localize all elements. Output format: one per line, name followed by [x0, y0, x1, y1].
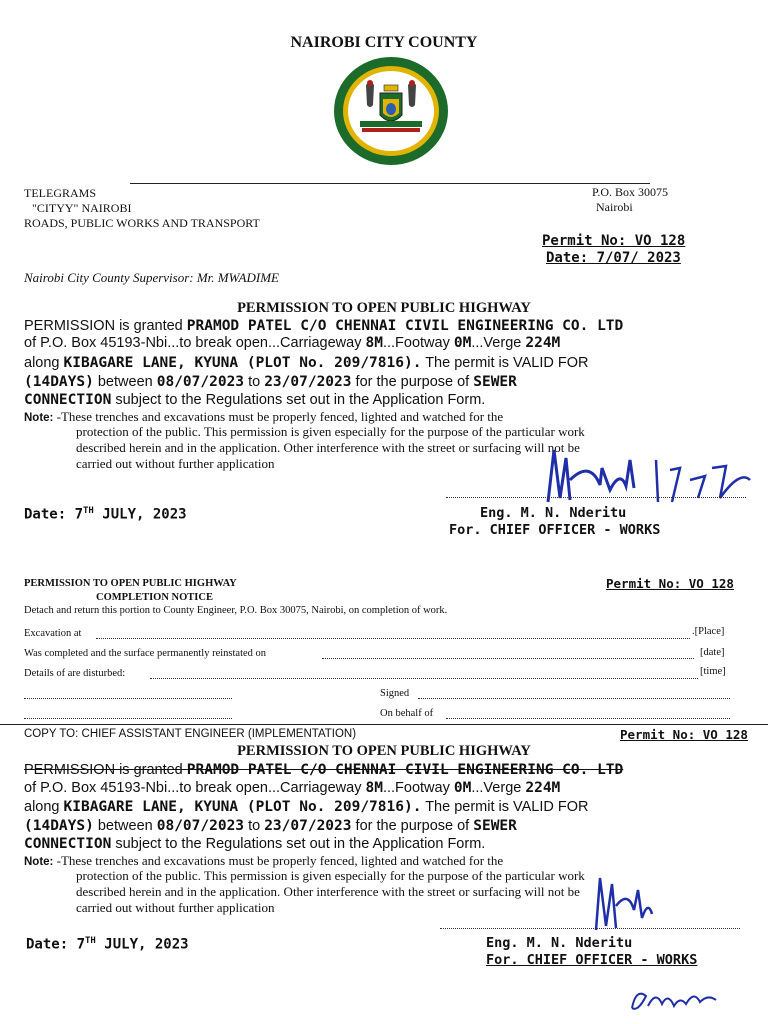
regulations-text: subject to the Regulations set out in the Application Form.	[111, 392, 486, 408]
date-suffix: JULY, 2023	[93, 506, 187, 523]
city: Nairobi	[596, 200, 633, 214]
purpose-value-cont: CONNECTION	[24, 392, 112, 408]
completion-title-1: PERMISSION TO OPEN PUBLIC HIGHWAY	[24, 578, 237, 589]
note-text-1: -These trenches and excavations must be properly fenced, lighted and watched for the	[53, 409, 504, 424]
blank-field-1	[24, 698, 232, 699]
signatory-name: Eng. M. N. Nderitu	[480, 505, 627, 521]
telegram-address: "CITYY" NAIROBI	[32, 201, 132, 215]
copy-date-superscript: TH	[85, 936, 96, 946]
permit-line-5	[24, 392, 485, 409]
details-field	[150, 678, 698, 679]
signed-label: Signed	[380, 688, 410, 699]
verge-value: 224M	[525, 335, 561, 351]
date-label: [date]	[700, 647, 725, 658]
copy-verge-text: ...Verge	[471, 780, 526, 796]
copy-carriageway-value: 8M	[365, 780, 383, 796]
date-prefix: Date: 7	[24, 506, 84, 523]
date-issued	[24, 506, 187, 523]
to-text: to	[244, 374, 265, 390]
copy-date-issued	[26, 936, 189, 953]
permit-holder: PRAMOD PATEL C/O CHENNAI CIVIL ENGINEERING CO. LTD	[186, 318, 624, 334]
signature-3-icon	[626, 982, 726, 1018]
copy-po-box-text: of P.O. Box 45193-Nbi...to break open...Carriageway	[24, 780, 366, 796]
permit-title: PERMISSION TO OPEN PUBLIC HIGHWAY	[237, 300, 531, 316]
copy-to-line: COPY TO: CHIEF ASSISTANT ENGINEER (IMPLEMENTATION)	[24, 728, 357, 740]
department-name: ROADS, PUBLIC WORKS AND TRANSPORT	[24, 216, 260, 230]
telegrams-label: TELEGRAMS	[24, 186, 96, 200]
copy-verge-value: 224M	[525, 780, 561, 796]
excavation-field	[96, 638, 690, 639]
location-value: KIBAGARE LANE, KYUNA (PLOT No. 209/7816).	[63, 355, 422, 371]
completion-title-2: COMPLETION NOTICE	[96, 592, 213, 603]
copy-start-date: 08/07/2023	[156, 818, 245, 834]
copy-signatory-role: For. CHIEF OFFICER - WORKS	[486, 952, 698, 968]
copy-purpose-value-cont: CONNECTION	[24, 836, 112, 852]
note-line-2: protection of the public. This permission is given especially for the purpose of the particular work	[76, 424, 585, 439]
tear-line	[0, 724, 768, 725]
carriageway-value: 8M	[365, 335, 383, 351]
permit-line-2	[24, 335, 560, 352]
completion-permit-number: Permit No: VO 128	[606, 576, 734, 591]
po-box: P.O. Box 30075	[592, 185, 669, 199]
start-date: 08/07/2023	[156, 374, 245, 390]
copy-note-label: Note:	[24, 856, 54, 868]
purpose-text: for the purpose of	[351, 374, 474, 390]
between-text: between	[93, 374, 157, 390]
permit-granted-text: PERMISSION is granted	[24, 318, 187, 334]
signature-line-1	[446, 497, 746, 498]
completed-date-field	[322, 658, 694, 659]
permit-number: Permit No: VO 128	[542, 233, 686, 249]
permit-line-3	[24, 355, 589, 372]
copy-between-text: between	[93, 818, 157, 834]
end-date: 23/07/2023	[264, 374, 352, 390]
copy-along-text: along	[24, 799, 64, 815]
copy-duration-value: (14DAYS)	[24, 818, 94, 834]
copy-granted-text: PERMISSION is granted	[24, 762, 187, 778]
note-text-3: described herein and in the application. Other interference with the street or surfacing will not be	[76, 440, 580, 455]
note-line-3	[76, 440, 580, 455]
copy-line-2	[24, 780, 560, 797]
copy-note-text-1: -These trenches and excavations must be properly fenced, lighted and watched for the	[53, 853, 504, 868]
footway-value: 0M	[453, 335, 472, 351]
excavation-label: Excavation at	[24, 628, 82, 639]
footway-text: ...Footway	[382, 335, 454, 351]
copy-line-1	[24, 762, 623, 779]
copy-note-line-4: carried out without further application	[76, 900, 275, 915]
copy-end-date: 23/07/2023	[264, 818, 352, 834]
header-divider	[130, 183, 650, 184]
signatory-role: For. CHIEF OFFICER - WORKS	[449, 522, 661, 538]
valid-text: The permit is VALID FOR	[421, 355, 589, 371]
note-label: Note:	[24, 412, 54, 424]
permit-line-1	[24, 318, 623, 335]
behalf-label: On behalf of	[380, 708, 434, 719]
copy-to-text: to	[244, 818, 265, 834]
copy-date-prefix: Date: 7	[26, 936, 86, 953]
copy-date-suffix: JULY, 2023	[95, 936, 189, 953]
copy-permit-number: Permit No: VO 128	[620, 727, 748, 742]
date-superscript: TH	[83, 506, 94, 516]
signature-1-icon	[530, 440, 768, 510]
copy-permit-holder: PRAMOD PATEL C/O CHENNAI CIVIL ENGINEERING CO. LTD	[186, 762, 624, 778]
permit-line-4	[24, 374, 517, 391]
copy-regulations-text: subject to the Regulations set out in the Application Form.	[111, 836, 486, 852]
copy-footway-value: 0M	[453, 780, 472, 796]
copy-line-3	[24, 799, 589, 816]
place-label: .[Place]	[692, 626, 725, 637]
note-line-4: carried out without further application	[76, 456, 275, 471]
copy-note-line-2: protection of the public. This permission is given especially for the purpose of the particular work	[76, 868, 585, 883]
copy-line-5	[24, 836, 485, 853]
signed-field	[418, 698, 730, 699]
time-label: [time]	[700, 666, 726, 677]
copy-location-value: KIBAGARE LANE, KYUNA (PLOT No. 209/7816).	[63, 799, 422, 815]
duration-value: (14DAYS)	[24, 374, 94, 390]
copy-purpose-value: SEWER	[473, 818, 517, 834]
org-name: NAIROBI CITY COUNTY	[290, 34, 478, 51]
purpose-value: SEWER	[473, 374, 517, 390]
copy-purpose-text: for the purpose of	[351, 818, 474, 834]
supervisor-line: Nairobi City County Supervisor: Mr. MWADIME	[24, 270, 279, 285]
behalf-field	[446, 718, 730, 719]
details-label: Details of are disturbed:	[24, 668, 126, 679]
permit-date: Date: 7/07/ 2023	[546, 250, 681, 266]
signature-2-icon	[588, 870, 658, 936]
copy-permit-title: PERMISSION TO OPEN PUBLIC HIGHWAY	[237, 743, 531, 759]
completed-label: Was completed and the surface permanently reinstated on	[24, 648, 267, 659]
signature-line-2	[440, 928, 740, 929]
along-text: along	[24, 355, 64, 371]
copy-note-line-3: described herein and in the application. Other interference with the street or surfacing will not be	[76, 884, 580, 899]
po-box-text: of P.O. Box 45193-Nbi...to break open...Carriageway	[24, 335, 366, 351]
copy-footway-text: ...Footway	[382, 780, 454, 796]
copy-valid-text: The permit is VALID FOR	[421, 799, 589, 815]
county-seal-icon	[332, 55, 450, 167]
completion-instructions: Detach and return this portion to County Engineer, P.O. Box 30075, Nairobi, on completion of work.	[24, 605, 448, 616]
verge-text: ...Verge	[471, 335, 526, 351]
copy-signatory-name: Eng. M. N. Nderitu	[486, 935, 633, 951]
copy-line-4	[24, 818, 517, 835]
blank-field-2	[24, 718, 232, 719]
